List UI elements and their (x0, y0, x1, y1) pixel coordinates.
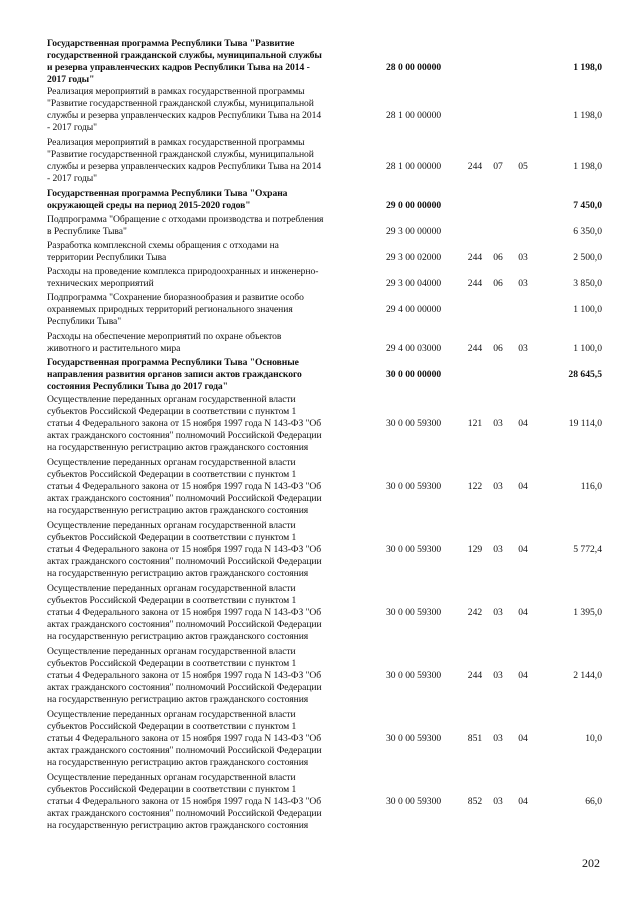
row-name: Государственная программа Республики Тыва "Развитие государственной гражданской службы, муниципальной службы и резерва управленческих кадров Республики Тыва на 2014 - 2017 годы" (47, 38, 322, 85)
row-code: 29 3 00 04000 (386, 278, 442, 289)
row-code: 29 4 00 03000 (386, 343, 442, 354)
row-amount: 6 350,0 (573, 226, 602, 237)
row-expense-type: 121 (467, 418, 483, 429)
row-amount: 116,0 (580, 481, 602, 492)
row-subsection: 04 (518, 670, 528, 681)
row-code: 29 4 00 00000 (386, 304, 442, 315)
row-name: Осуществление переданных органам государственной власти субъектов Российской Федерации в соответствии с пунктом 1 статьи 4 Федерального закона от 15 ноября 1997 года N 143-ФЗ "Об актах гражданского состояния" полномочий Российской Федерации на государственную регистрацию актов гражданского состояния (47, 772, 322, 831)
row-subsection: 04 (518, 544, 528, 555)
row-amount: 28 645,5 (568, 369, 602, 380)
row-name: Государственная программа Республики Тыва "Охрана окружающей среды на период 2015-2020 годов" (47, 188, 288, 211)
row-subsection: 04 (518, 481, 528, 492)
row-amount: 1 100,0 (573, 304, 602, 315)
row-amount: 2 144,0 (573, 670, 602, 681)
row-code: 29 3 00 02000 (386, 252, 442, 263)
row-name: Разработка комплексной схемы обращения с отходами на территории Республики Тыва (47, 240, 279, 263)
row-subsection: 04 (518, 418, 528, 429)
table-row (0, 214, 640, 238)
row-code: 30 0 00 59300 (386, 733, 442, 744)
row-section: 03 (493, 418, 503, 429)
row-code: 30 0 00 00000 (386, 369, 442, 380)
row-name: Осуществление переданных органам государственной власти субъектов Российской Федерации в соответствии с пунктом 1 статьи 4 Федерального закона от 15 ноября 1997 года N 143-ФЗ "Об актах гражданского состояния" полномочий Российской Федерации на государственную регистрацию актов гражданского состояния (47, 457, 322, 516)
row-name: Государственная программа Республики Тыва "Основные направления развития органов записи актов гражданского состояния Республики Тыва до 2017 года" (47, 357, 302, 392)
table-row (0, 331, 640, 355)
row-section: 06 (493, 252, 503, 263)
table-row (0, 357, 640, 393)
row-amount: 2 500,0 (573, 252, 602, 263)
table-row (0, 137, 640, 185)
row-code: 29 3 00 00000 (386, 226, 442, 237)
row-code: 28 1 00 00000 (386, 110, 442, 121)
row-subsection: 04 (518, 796, 528, 807)
row-section: 03 (493, 670, 503, 681)
row-expense-type: 244 (467, 161, 483, 172)
row-code: 30 0 00 59300 (386, 607, 442, 618)
row-expense-type: 129 (467, 544, 483, 555)
row-name: Осуществление переданных органам государственной власти субъектов Российской Федерации в соответствии с пунктом 1 статьи 4 Федерального закона от 15 ноября 1997 года N 143-ФЗ "Об актах гражданского состояния" полномочий Российской Федерации на государственную регистрацию актов гражданского состояния (47, 394, 322, 453)
row-section: 03 (493, 544, 503, 555)
row-code: 29 0 00 00000 (386, 200, 442, 211)
row-expense-type: 244 (467, 278, 483, 289)
row-name: Расходы на проведение комплекса природоохранных и инженерно- технических мероприятий (47, 266, 319, 289)
row-expense-type: 244 (467, 670, 483, 681)
row-subsection: 05 (518, 161, 528, 172)
row-code: 30 0 00 59300 (386, 481, 442, 492)
row-name: Реализация мероприятий в рамках государственной программы "Развитие государственной гражданской службы, муниципальной службы и резерва управленческих кадров Республики Тыва на 2014 - 2017 годы" (47, 86, 322, 133)
row-section: 03 (493, 733, 503, 744)
table-row (0, 38, 640, 86)
table-row (0, 772, 640, 832)
table-row (0, 583, 640, 643)
row-expense-type: 244 (467, 343, 483, 354)
row-amount: 1 198,0 (573, 110, 602, 121)
row-section: 03 (493, 481, 503, 492)
row-amount: 7 450,0 (573, 200, 602, 211)
row-name: Реализация мероприятий в рамках государственной программы "Развитие государственной гражданской службы, муниципальной службы и резерва управленческих кадров Республики Тыва на 2014 - 2017 годы" (47, 137, 322, 184)
row-code: 28 0 00 00000 (386, 62, 442, 73)
row-subsection: 03 (518, 278, 528, 289)
table-row (0, 240, 640, 264)
row-expense-type: 122 (467, 481, 483, 492)
row-subsection: 03 (518, 343, 528, 354)
table-row (0, 520, 640, 580)
table-row (0, 394, 640, 454)
table-row (0, 188, 640, 212)
page-number: 202 (582, 856, 600, 870)
row-expense-type: 851 (467, 733, 483, 744)
row-subsection: 03 (518, 252, 528, 263)
row-amount: 1 100,0 (573, 343, 602, 354)
table-row (0, 457, 640, 517)
row-name: Осуществление переданных органам государственной власти субъектов Российской Федерации в соответствии с пунктом 1 статьи 4 Федерального закона от 15 ноября 1997 года N 143-ФЗ "Об актах гражданского состояния" полномочий Российской Федерации на государственную регистрацию актов гражданского состояния (47, 520, 322, 579)
row-name: Подпрограмма "Обращение с отходами производства и потребления в Республике Тыва" (47, 214, 324, 237)
row-section: 03 (493, 607, 503, 618)
row-amount: 19 114,0 (568, 418, 602, 429)
row-subsection: 04 (518, 733, 528, 744)
row-code: 30 0 00 59300 (386, 796, 442, 807)
row-amount: 66,0 (585, 796, 602, 807)
row-section: 06 (493, 278, 503, 289)
row-code: 30 0 00 59300 (386, 418, 442, 429)
row-code: 30 0 00 59300 (386, 544, 442, 555)
table-row (0, 292, 640, 328)
row-name: Осуществление переданных органам государственной власти субъектов Российской Федерации в соответствии с пунктом 1 статьи 4 Федерального закона от 15 ноября 1997 года N 143-ФЗ "Об актах гражданского состояния" полномочий Российской Федерации на государственную регистрацию актов гражданского состояния (47, 709, 322, 768)
row-amount: 10,0 (585, 733, 602, 744)
row-expense-type: 852 (467, 796, 483, 807)
row-amount: 1 198,0 (573, 62, 602, 73)
table-row (0, 646, 640, 706)
row-name: Осуществление переданных органам государственной власти субъектов Российской Федерации в соответствии с пунктом 1 статьи 4 Федерального закона от 15 ноября 1997 года N 143-ФЗ "Об актах гражданского состояния" полномочий Российской Федерации на государственную регистрацию актов гражданского состояния (47, 646, 322, 705)
row-expense-type: 244 (467, 252, 483, 263)
row-name: Расходы на обеспечение мероприятий по охране объектов животного и растительного мира (47, 331, 282, 354)
row-name: Подпрограмма "Сохранение биоразнообразия и развитие особо охраняемых природных территорий регионального значения Республики Тыва" (47, 292, 304, 327)
row-amount: 1 395,0 (573, 607, 602, 618)
row-code: 30 0 00 59300 (386, 670, 442, 681)
row-amount: 1 198,0 (573, 161, 602, 172)
row-section: 06 (493, 343, 503, 354)
row-section: 07 (493, 161, 503, 172)
row-section: 03 (493, 796, 503, 807)
table-row (0, 709, 640, 769)
row-subsection: 04 (518, 607, 528, 618)
table-row (0, 266, 640, 290)
row-expense-type: 242 (467, 607, 483, 618)
row-code: 28 1 00 00000 (386, 161, 442, 172)
row-amount: 3 850,0 (573, 278, 602, 289)
table-row (0, 86, 640, 134)
row-name: Осуществление переданных органам государственной власти субъектов Российской Федерации в соответствии с пунктом 1 статьи 4 Федерального закона от 15 ноября 1997 года N 143-ФЗ "Об актах гражданского состояния" полномочий Российской Федерации на государственную регистрацию актов гражданского состояния (47, 583, 322, 642)
row-amount: 5 772,4 (573, 544, 602, 555)
